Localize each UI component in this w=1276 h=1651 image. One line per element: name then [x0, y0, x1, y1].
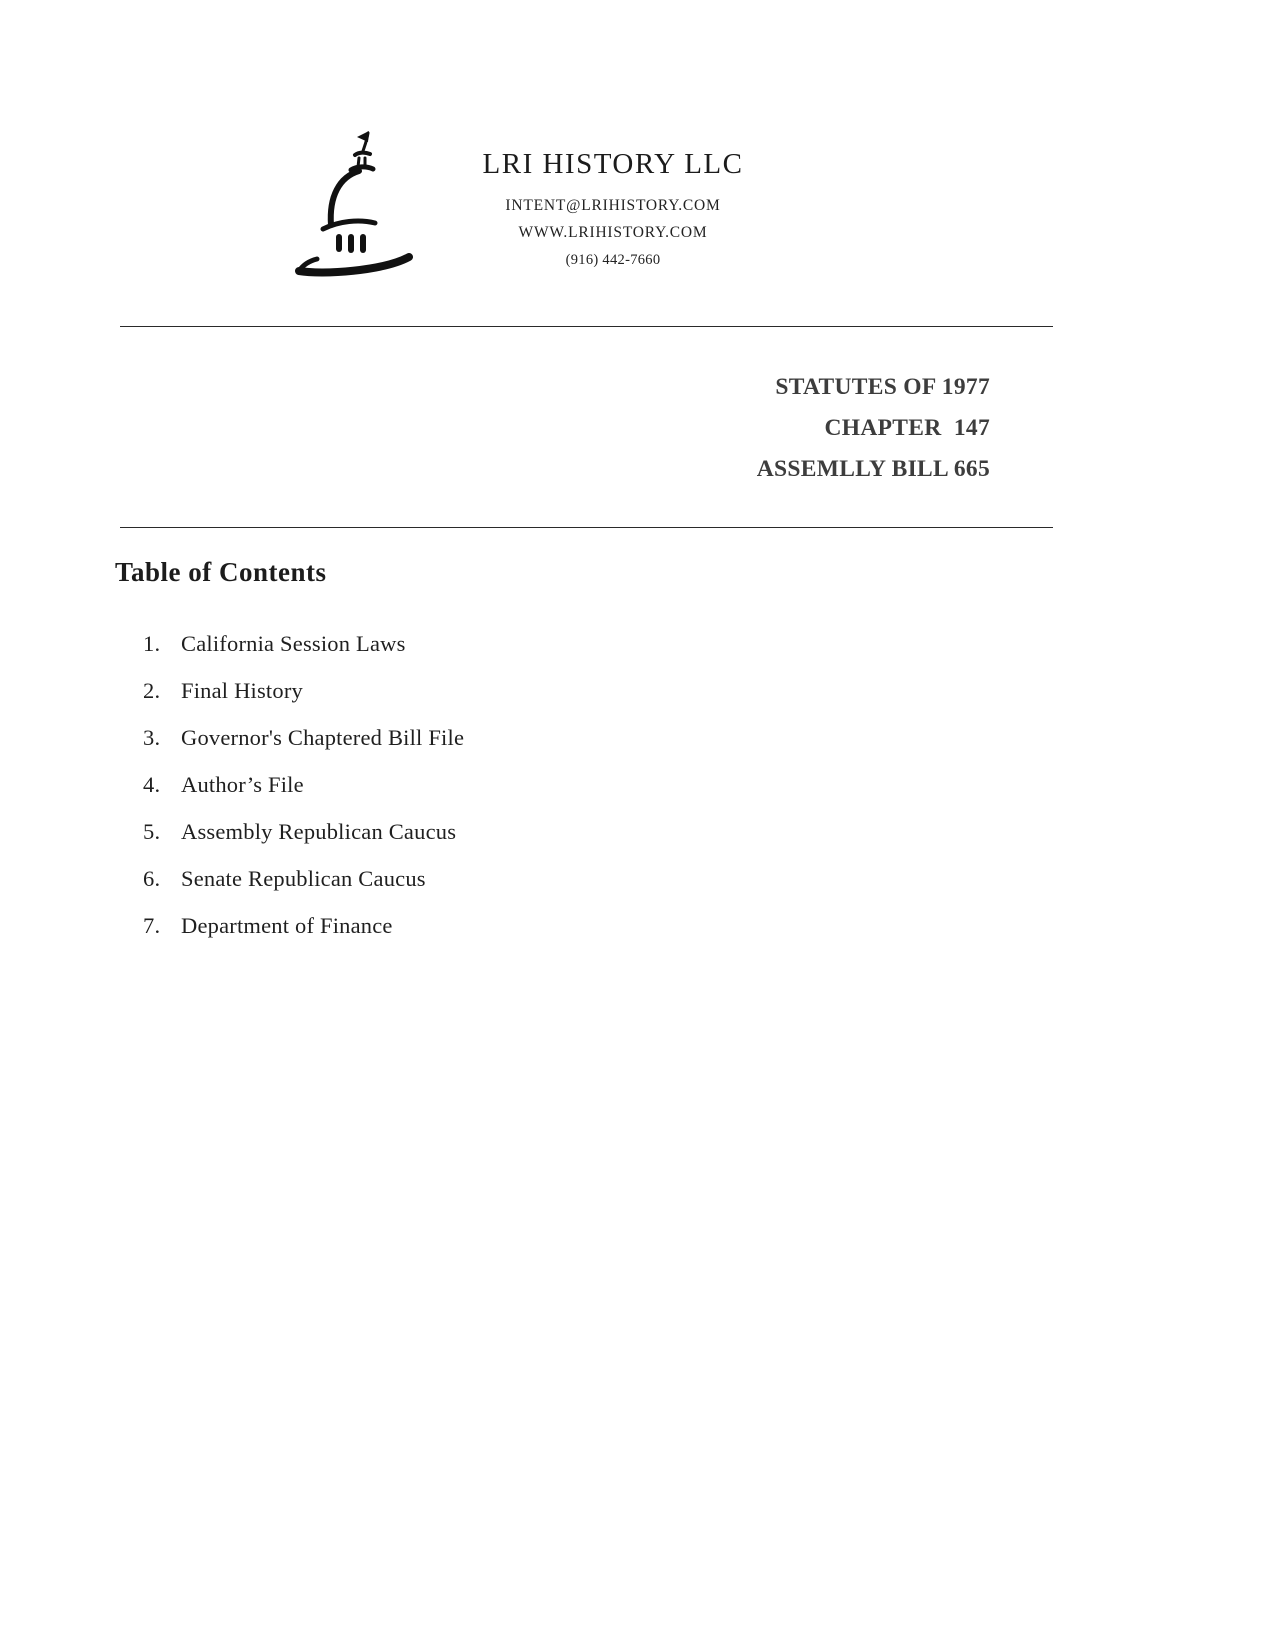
- toc-item-number: 4.: [143, 771, 161, 797]
- toc-item-label: California Session Laws: [181, 630, 406, 656]
- capitol-icon: [293, 125, 433, 285]
- company-name: LRI HISTORY LLC: [482, 148, 744, 180]
- toc-item: [143, 761, 464, 808]
- toc-item-label: Senate Republican Caucus: [181, 865, 426, 891]
- company-website: WWW.LRIHISTORY.COM: [518, 224, 708, 241]
- assembly-bill-number: ASSEMLLY BILL 665: [756, 456, 990, 482]
- toc-item-number: 3.: [143, 724, 161, 750]
- toc-item-label: Author’s File: [181, 771, 304, 797]
- toc-item: [143, 714, 464, 761]
- toc-item-number: 7.: [143, 912, 161, 938]
- statutes-year: STATUTES OF 1977: [775, 374, 990, 400]
- toc-item: [143, 620, 464, 667]
- toc-item-number: 2.: [143, 677, 161, 703]
- toc-title: Table of Contents: [115, 557, 327, 587]
- toc-item: [143, 902, 464, 949]
- toc-item-number: 5.: [143, 818, 161, 844]
- toc-item-label: Department of Finance: [181, 912, 393, 938]
- toc-item: [143, 808, 464, 855]
- toc-item: [143, 855, 464, 902]
- company-email: INTENT@LRIHISTORY.COM: [505, 197, 721, 214]
- capitol-logo: [293, 125, 433, 285]
- toc-item-label: Assembly Republican Caucus: [181, 818, 457, 844]
- toc-item-label: Governor's Chaptered Bill File: [181, 724, 465, 750]
- statute-reference: [757, 367, 990, 490]
- toc-item-label: Final History: [181, 677, 303, 703]
- divider-top: [120, 326, 1053, 327]
- toc-item-number: 6.: [143, 865, 161, 891]
- toc-item: [143, 667, 464, 714]
- chapter-number: CHAPTER 147: [824, 415, 990, 441]
- company-phone: (916) 442-7660: [565, 252, 661, 268]
- divider-bottom: [120, 527, 1053, 528]
- toc-list: [143, 620, 464, 949]
- toc-item-number: 1.: [143, 630, 161, 656]
- letterhead: [448, 148, 778, 269]
